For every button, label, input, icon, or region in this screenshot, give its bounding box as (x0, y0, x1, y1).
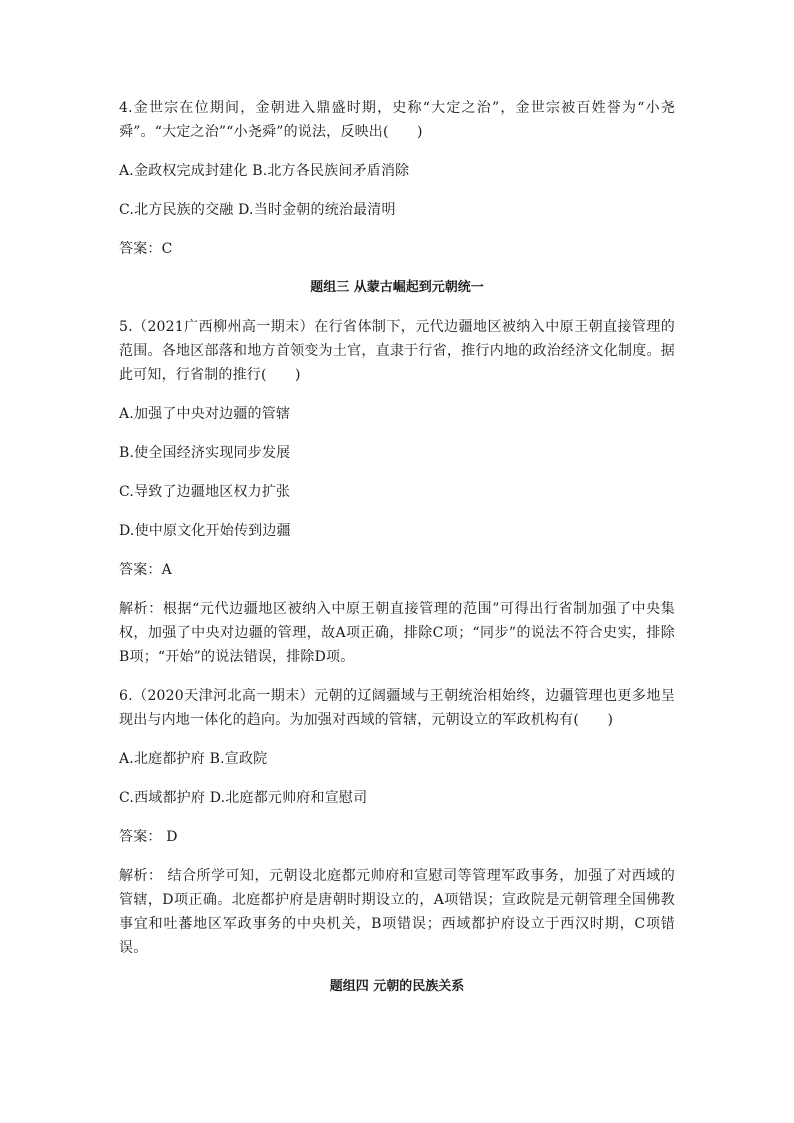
q5-option-c: C.导致了边疆地区权力扩张 (119, 484, 291, 500)
q4-stem: 4.金世宗在位期间，金朝进入鼎盛时期，史称“大定之治”，金世宗被百姓誉为“小尧舜”。“大定之治”“小尧舜”的说法，反映出( ) (119, 100, 675, 140)
q6-options-ab: A.北庭都护府 B.宣政院 (119, 751, 268, 767)
q4-options-cd: C.北方民族的交融 D.当时金朝的统治最清明 (119, 202, 396, 218)
q5-stem: 5.（2021广西柳州高一期末）在行省体制下，元代边疆地区被纳入中原王朝直接管理的范围。各地区部落和地方首领变为土官，直隶于行省，推行内地的政治经济文化制度。据此可知，行省制的推行( ) (119, 319, 675, 383)
q6-options-cd: C.西域都护府 D.北庭都元帅府和宣慰司 (119, 790, 368, 806)
q4-options-ab: A.金政权完成封建化 B.北方各民族间矛盾消除 (119, 163, 410, 179)
q5-option-d: D.使中原文化开始传到边疆 (119, 523, 291, 539)
q6-answer: 答案： D (119, 829, 178, 845)
q5-answer: 答案：A (119, 562, 172, 578)
group3-heading: 题组三 从蒙古崛起到元朝统一 (310, 280, 484, 295)
document-page (119, 96, 675, 1014)
q4-answer: 答案：C (119, 241, 173, 257)
group4-heading: 题组四 元朝的民族关系 (329, 979, 465, 994)
q6-analysis: 解析： 结合所学可知，元朝设北庭都元帅府和宣慰司等管理军政事务，加强了对西域的管辖，D项正确。北庭都护府是唐朝时期设立的，A项错误；宣政院是元朝管理全国佛教事宜和吐蕃地区军政事务的中央机关，B项错误；西域都护府设立于西汉时期，C项错误。 (119, 868, 675, 956)
q5-option-a: A.加强了中央对边疆的管辖 (119, 406, 291, 422)
q5-option-b: B.使全国经济实现同步发展 (119, 445, 291, 461)
q6-stem: 6.（2020天津河北高一期末）元朝的辽阔疆域与王朝统治相始终，边疆管理也更多地呈现出与内地一体化的趋向。为加强对西域的管辖，元朝设立的军政机构有( ) (119, 688, 675, 728)
q5-analysis: 解析：根据“元代边疆地区被纳入中原王朝直接管理的范围”可得出行省制加强了中央集权，加强了中央对边疆的管理，故A项正确，排除C项；“同步”的说法不符合史实，排除B项；“开始”的说法错误，排除D项。 (119, 601, 675, 665)
